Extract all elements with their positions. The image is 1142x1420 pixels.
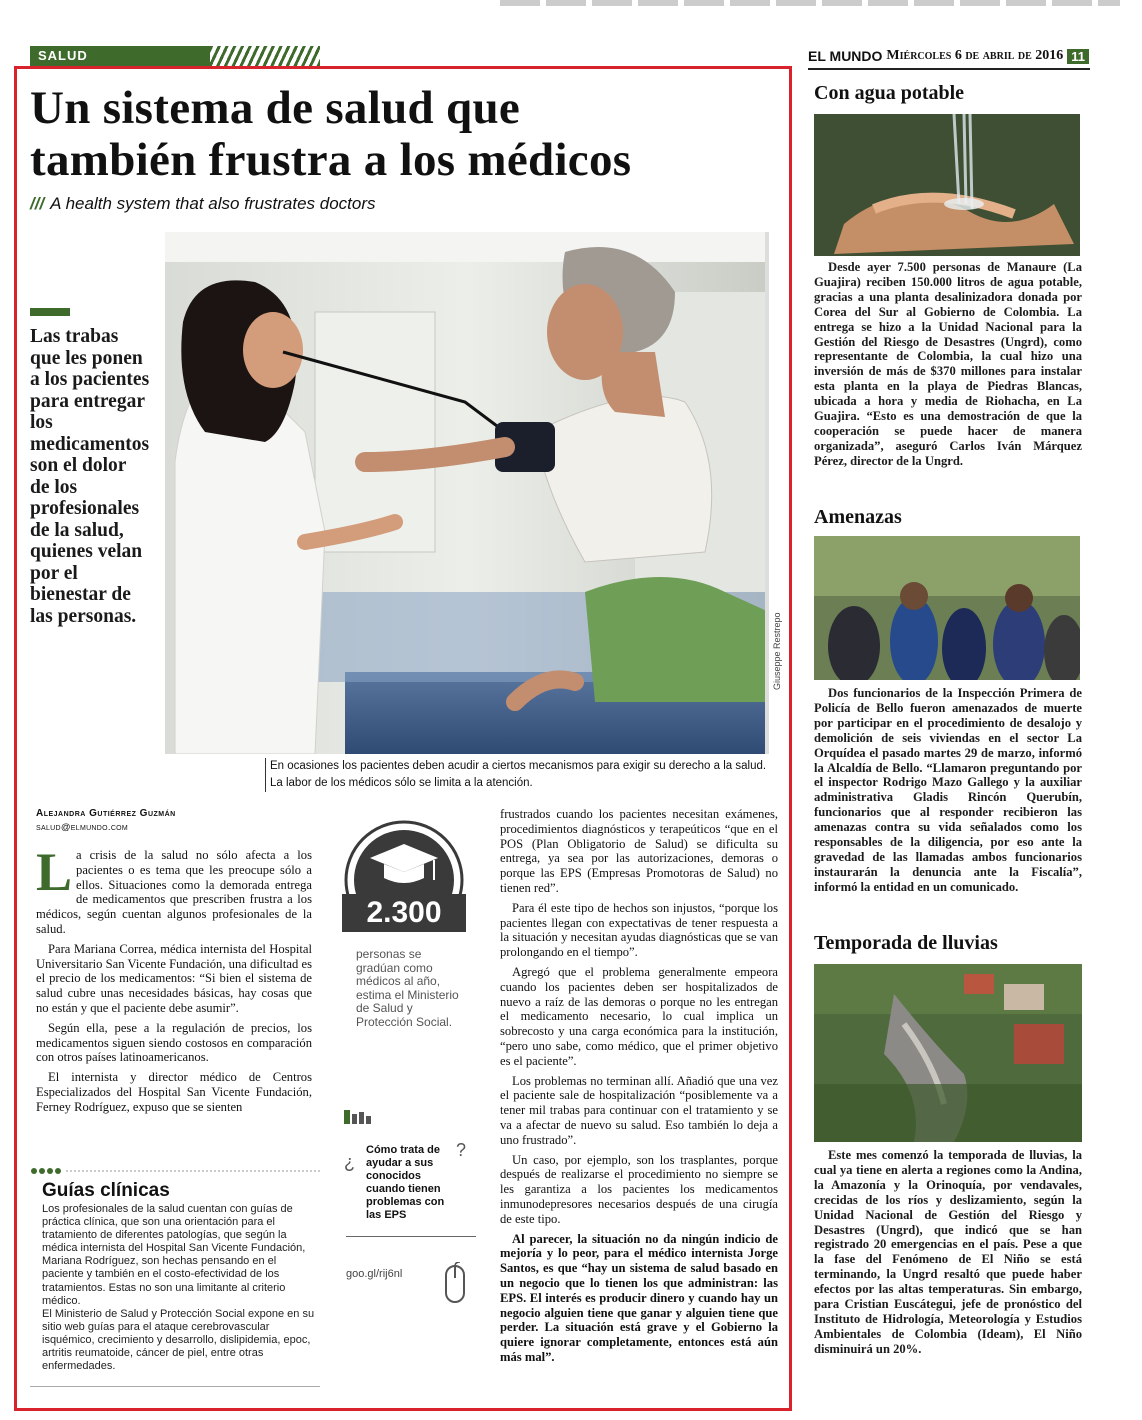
author-email[interactable]: salud@elmundo.com bbox=[36, 822, 129, 833]
top-rule bbox=[500, 0, 1120, 6]
photo-credit: Giuseppe Restrepo bbox=[772, 612, 782, 690]
doctor-patient-illustration bbox=[165, 232, 769, 754]
question-close-mark: ? bbox=[456, 1140, 467, 1160]
section-tag bbox=[30, 46, 320, 66]
author-name: Alejandra Gutiérrez Guzmán bbox=[36, 808, 176, 819]
graduation-cap-icon bbox=[342, 814, 466, 898]
chat-icon bbox=[344, 1108, 380, 1133]
mouse-icon bbox=[444, 1262, 466, 1311]
stat-text: personas se gradúan como médicos al año, estima el Ministerio de Salud y Protección Social. bbox=[356, 947, 459, 1029]
guias-paragraph: Los profesionales de la salud cuentan con guías de práctica clínica, que son una orientación para el tratamiento de diferentes patologías, que según la médica internista del Hospital San Vicente Fundación, Mariana Rodríguez, son hechas pensando en el paciente y también en el costo-efectividad de los tratamientos. Estas no son una limitante al criterio médico. bbox=[42, 1203, 306, 1307]
paragraph: Agregó que el problema generalmente empeora cuando los pacientes deben ser hospitalizados de nuevo a raíz de las demoras o porque no les entregan el medicamento necesario, lo cual implica un sobrecosto y una carga económica para la institución, “pero uno sabe, como médico, que el primer objetivo es el paciente”. bbox=[500, 964, 778, 1068]
masthead-brand: EL MUNDO bbox=[808, 48, 883, 64]
subtitle-slashes: /// bbox=[30, 194, 45, 213]
question-text: Cómo trata de ayudar a sus conocidos cuando tienen problemas con las EPS bbox=[366, 1144, 445, 1221]
article-column-1 bbox=[36, 842, 312, 1120]
water-photo bbox=[814, 114, 1080, 256]
brief-title-rains: Temporada de lluvias bbox=[814, 932, 998, 954]
short-link[interactable]: goo.gl/rij6nl bbox=[346, 1268, 403, 1280]
guias-title: Guías clínicas bbox=[42, 1180, 170, 1201]
brief-text-threats: Dos funcionarios de la Inspección Primera de Policía de Bello fueron amenazados de muerte por participar en el procedimiento de desalojo y demolición de seis viviendas en el sector La Orquídea el pasado martes 29 de marzo, informó la Alcaldía de Bello. “Llamaron preguntando por el inspector Rodrigo Mazo Gallego y la auxiliar administrativa Gladis Rincón Querubín, funcionarios que al responder recibieron las amenazas contra su vida señalados como los responsables de la diligencia, por eso ante la gravedad de las llamadas ambos funcionarios instaurarán la denuncia ante la Fiscalía”, informó la entidad en un comunicado. bbox=[814, 686, 1082, 894]
masthead-date: Miércoles 6 de abril de 2016 bbox=[886, 48, 1064, 63]
paragraph: La crisis de la salud no sólo afecta a los pacientes o es tema que les preocupe sólo a ellos. Situaciones como la demorada entrega de medicamentos que prescriben frustra a los médicos, según cuentan algunos profesionales de la salud. bbox=[36, 842, 312, 936]
headline-line-1: Un sistema de salud que bbox=[30, 82, 521, 134]
rains-photo bbox=[814, 964, 1082, 1142]
brief-title-water: Con agua potable bbox=[814, 82, 965, 104]
subtitle-text: A health system that also frustrates doctors bbox=[50, 194, 376, 213]
guias-body bbox=[42, 1203, 320, 1373]
question-open-mark: ¿ bbox=[344, 1152, 355, 1172]
stat-number: 2.300 bbox=[342, 894, 466, 932]
guias-rule bbox=[30, 1386, 320, 1387]
subtitle bbox=[30, 194, 376, 214]
section-bar bbox=[96, 46, 320, 66]
paragraph: frustrados cuando los pacientes necesitan exámenes, procedimientos diagnósticos y terapeúticos “que en el POS (Plan Obligatorio de Salud) se dificulta su entrega, ya sea por las autorizaciones, demoras o porque las EPS (Empresas Promotoras de Salud) no tienen red”. bbox=[500, 807, 778, 895]
masthead bbox=[808, 48, 1089, 64]
link-rule bbox=[346, 1236, 476, 1237]
brief-title-threats: Amenazas bbox=[814, 506, 902, 528]
paragraph: Según ella, pese a la regulación de precios, los medicamentos siguen siendo costosos en comparación con otros países latinoamericanos. bbox=[36, 1020, 312, 1065]
page-number: 11 bbox=[1067, 49, 1089, 64]
headline bbox=[30, 82, 790, 186]
paragraph: Para Mariana Correa, médica internista del Hospital Universitario San Vicente Fundación, una dificultad es el precio de los medicamentos: “Si bien el sistema de salud cubre unas necesidades básicas, hay cosas que no están y que el paciente debe asumir”. bbox=[36, 941, 312, 1015]
drop-cap: L bbox=[36, 842, 73, 902]
guias-dots bbox=[30, 1162, 320, 1170]
paragraph: Al parecer, la situación no da ningún indicio de mejoría y lo peor, para el médico internista Jorge Santos, es que “hay un sistema de salud basado en un negocio que lo tienen los que administran: las EPS. El interés es producir dinero y cuando hay un negocio alguien tiene que ganar y alguien tiene que perder. La situación está grave y el Gobierno la quiere ignorar completamente, entonces está aún más mal”. bbox=[500, 1231, 778, 1364]
paragraph: Para él este tipo de hechos son injustos, “porque los pacientes llegan con expectativas de tener respuesta a la situación y necesitan ayudas diagnósticas que se van prolongando en el tiempo”. bbox=[500, 900, 778, 960]
threats-photo bbox=[814, 536, 1080, 680]
guias-paragraph: El Ministerio de Salud y Protección Social expone en su sitio web guías para el ataque cerebrovascular isquémico, crecimiento y desarrollo, dislipidemia, epoc, artritis reumatoide, cáncer de piel, entre otras enfermedades. bbox=[42, 1307, 315, 1373]
pull-quote-mark bbox=[30, 308, 70, 316]
pull-quote: Las trabas que les ponen a los pacientes para entregar los medicamentos son el dolor de los profesionales de la salud, quienes velan por el bienestar de las personas. bbox=[30, 326, 150, 627]
photo-caption: En ocasiones los pacientes deben acudir a ciertos mecanismos para exigir su derecho a la salud. La labor de los médicos sólo se limita a la atención. bbox=[265, 758, 770, 792]
article-column-2 bbox=[500, 807, 778, 1370]
section-label: SALUD bbox=[30, 46, 96, 66]
masthead-rule bbox=[808, 68, 1090, 70]
headline-line-2: también frustra a los médicos bbox=[30, 134, 632, 186]
paragraph: Los problemas no terminan allí. Añadió que una vez el paciente sale de hospitalización “posiblemente va a tener mil trabas para continuar con el tratamiento y se va a afectar de nuevo su salud. Eso también lo deja a uno frustrado”. bbox=[500, 1073, 778, 1147]
paragraph: El internista y director médico de Centros Especializados del Hospital San Vicente Fundación, Ferney Rodríguez, expuso que se sienten bbox=[36, 1070, 312, 1114]
brief-text-water: Desde ayer 7.500 personas de Manaure (La Guajira) reciben 150.000 litros de agua potable, gracias a una planta desalinizadora donada por Corea del Sur al Gobierno de Colombia. La entrega se hizo a la Unidad Nacional para la Gestión del Riesgo de Desastres (Ungrd), como representante de Colombia, la cual hizo una inversión de más de $370 millones para instalar esta planta en la playa de Piedras Blancas, ubicada a hora y media de Riohacha, en La Guajira. “Esto es una demostración de que la cooperación se puede hacer de manera organizada”, aseguró Carlos Iván Márquez Pérez, director de la Ungrd. bbox=[814, 260, 1082, 468]
paragraph: Un caso, por ejemplo, son los trasplantes, porque después de realizarse el procedimiento no siempre se les garantiza a los pacientes los medicamentos inmunodepresores necesarios después de una cirugía de este tipo. bbox=[500, 1152, 778, 1226]
main-photo bbox=[165, 232, 769, 754]
brief-text-rains: Este mes comenzó la temporada de lluvias, la cual ya tiene en alerta a regiones como la Andina, la Amazonía y la Orinoquía, por vendavales, crecidas de los ríos y deslizamiento, según la Unidad Nacional de Gestión del Riesgo y Desastres (Ungrd), que indicó que se han registrado 20 emergencias en el país. Pese a que la fase del Fenómeno de El Niño se está terminando, la Ungrd resaltó que puede haber efectos por las altas temperaturas. Sin embargo, para Cristian Euscátegui, jefe de pronóstico del Instituto de Hidrología, Meteorología y Estudios Ambientales de Colombia (Ideam), El Niño disminuirá un 20%. bbox=[814, 1148, 1082, 1356]
